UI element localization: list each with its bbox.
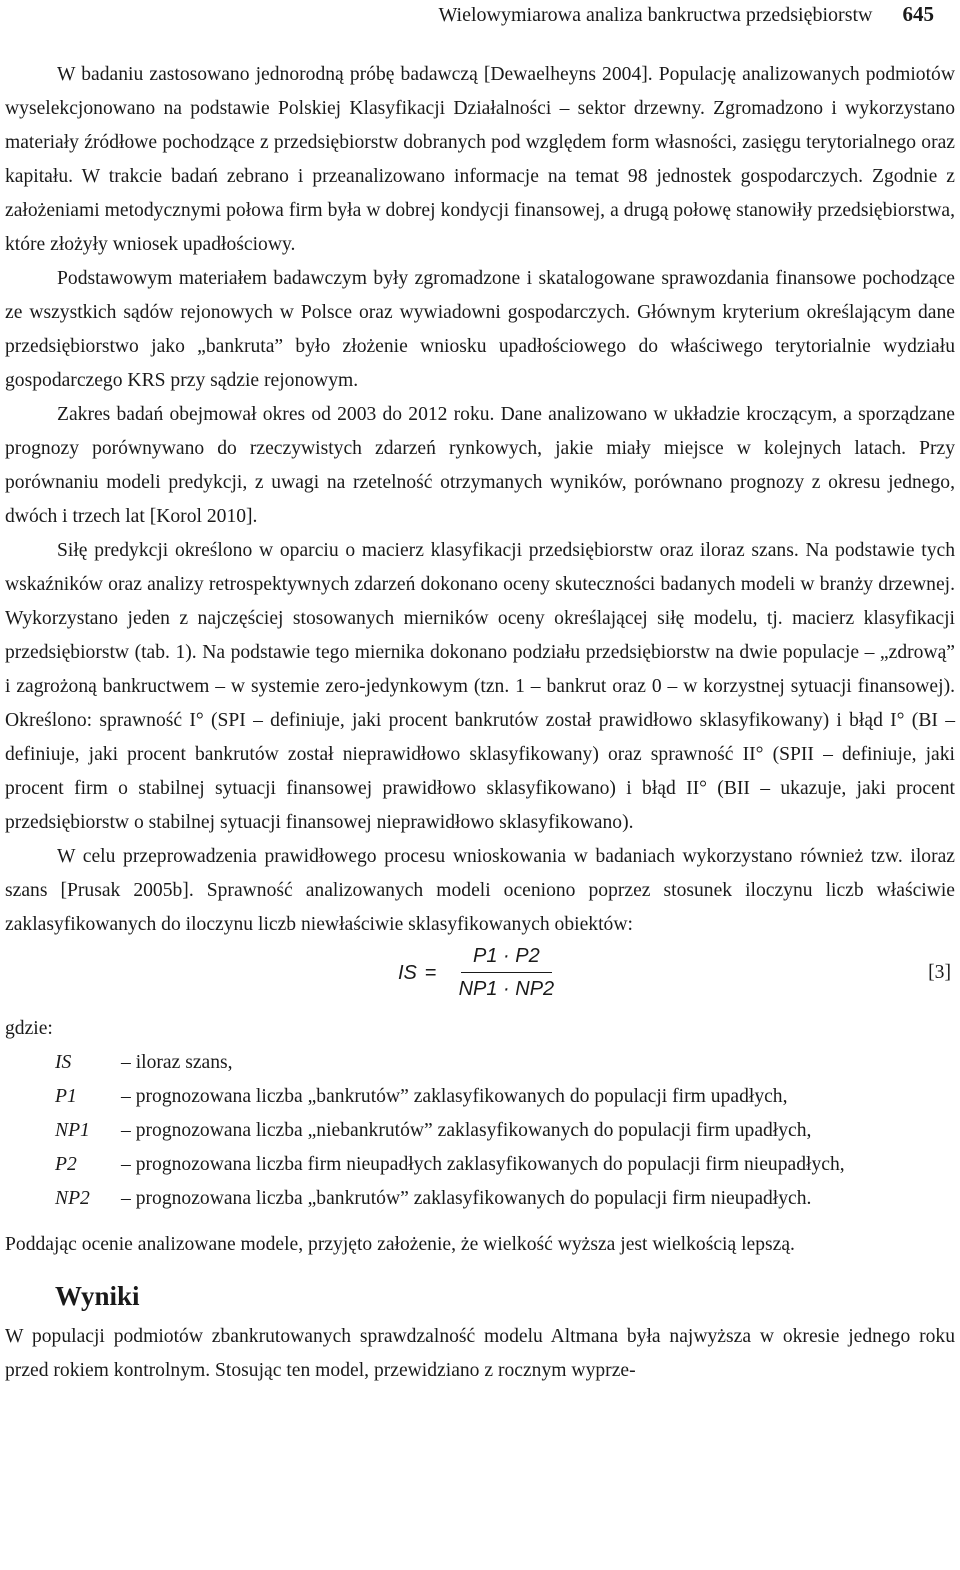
definition-item: [5, 1080, 955, 1114]
definition-text: – prognozowana liczba „niebankrutów” zaklasyfikowanych do populacji firm upadłych,: [121, 1120, 812, 1141]
results-paragraph: W populacji podmiotów zbankrutowanych sprawdzalność modelu Altmana była najwyższa w okresie jednego roku przed rokiem kontrolnym. Stosując ten model, przewidziano z rocznym wyprze-: [5, 1326, 955, 1381]
paragraph-material: Podstawowym materiałem badawczym były zgromadzone i skatalogowane sprawozdania finansowe pochodzące ze wszystkich sądów rejonowych w Polsce oraz wywiadowni gospodarczych. Głównym kryterium określającym dane przedsiębiorstwo jako „bankruta” było złożenie wniosku upadłościowego do właściwego terytorialnie wydziału gospodarczego KRS przy sądzie rejonowym.: [5, 268, 955, 391]
odds-ratio-formula: [398, 942, 566, 1003]
formula-fraction: [447, 942, 567, 1003]
closing-sentence: Poddając ocenie analizowane modele, przyjęto założenie, że wielkość wyższa jest wielkością lepszą.: [5, 1234, 795, 1255]
section-heading: Wyniki: [55, 1281, 140, 1311]
paragraph-sample: W badaniu zastosowano jednorodną próbę badawczą [Dewaelheyns 2004]. Populację analizowanych podmiotów wyselekcjonowano na podstawie Polskiej Klasyfikacji Działalności – sektor drzewny. Zgromadzono i wykorzystano materiały źródłowe pochodzące z przedsiębiorstw dobranych pod względem form własności, zasięgu terytorialnego oraz kapitału. W trakcie badań zebrano i przeanalizowano informacje na temat 98 jednostek gospodarczych. Zgodnie z założeniami metodycznymi połowa firm była w dobrej kondycji finansowej, a drugą połowę stanowiły przedsiębiorstwa, które złożyły wniosek upadłościowy.: [5, 64, 955, 255]
definition-list: [5, 1046, 955, 1216]
definition-text: – prognozowana liczba „bankrutów” zaklasyfikowanych do populacji firm nieupadłych.: [121, 1188, 812, 1209]
formula-block: [5, 942, 955, 1012]
running-header: [0, 0, 960, 32]
definition-symbol: NP1: [55, 1120, 90, 1141]
paragraph-scope: Zakres badań obejmował okres od 2003 do 2012 roku. Dane analizowano w układzie kroczącym, a sporządzane prognozy porównywano do rzeczywistych zdarzeń rynkowych, jakie miały miejsce w kolejnych latach. Przy porównaniu modeli predykcji, z uwagi na rzetelność otrzymanych wyników, porównano prognozy z okresu jednego, dwóch i trzech lat [Korol 2010].: [5, 404, 955, 527]
page-number: 645: [902, 2, 934, 26]
definition-item: [5, 1114, 955, 1148]
definition-symbol: P1: [55, 1086, 77, 1107]
formula-denominator: NP1 · NP2: [458, 978, 555, 1000]
definition-text: – prognozowana liczba „bankrutów” zaklasyfikowanych do populacji firm upadłych,: [121, 1086, 788, 1107]
definition-item: [5, 1182, 955, 1216]
formula-numerator: P1 · P2: [461, 942, 552, 973]
definition-symbol: NP2: [55, 1188, 90, 1209]
formula-equals: =: [424, 961, 437, 984]
definition-symbol: P2: [55, 1154, 77, 1175]
where-label: gdzie:: [5, 1018, 53, 1039]
running-title: Wielowymiarowa analiza bankructwa przedsiębiorstw: [438, 4, 873, 26]
definition-item: [5, 1148, 955, 1182]
page-body: [5, 58, 955, 1388]
formula-reference: [3]: [928, 962, 951, 983]
formula-lhs: IS: [398, 961, 417, 984]
definition-text: – iloraz szans,: [121, 1052, 233, 1073]
definition-text: – prognozowana liczba firm nieupadłych zaklasyfikowanych do populacji firm nieupadłych,: [121, 1154, 845, 1175]
definition-symbol: IS: [55, 1052, 72, 1073]
paragraph-prediction: Siłę predykcji określono w oparciu o macierz klasyfikacji przedsiębiorstw oraz iloraz szans. Na podstawie tych wskaźników oraz analizy retrospektywnych zdarzeń dokonano oceny skuteczności badanych modeli w branży drzewnej. Wykorzystano jeden z najczęściej stosowanych mierników oceny określającej siłę modelu, tj. macierz klasyfikacji przedsiębiorstw (tab. 1). Na podstawie tego miernika dokonano podziału przedsiębiorstw na dwie populacje – „zdrową” i zagrożoną bankructwem – w systemie zero-jedynkowym (tzn. 1 – bankrut oraz 0 – w korzystnej sytuacji finansowej). Określono: sprawność I° (SPI – definiuje, jaki procent bankrutów został prawidłowo sklasyfikowany) i błąd I° (BI – definiuje, jaki procent bankrutów został nieprawidłowo sklasyfikowany) oraz sprawność II° (SPII – definiuje, jaki procent firm o stabilnej sytuacji finansowej prawidłowo sklasyfikowano) i błąd II° (BII – ukazuje, jaki procent przedsiębiorstw o stabilnej sytuacji finansowej nieprawidłowo sklasyfikowano).: [5, 540, 955, 833]
definition-item: [5, 1046, 955, 1080]
paragraph-odds-ratio: W celu przeprowadzenia prawidłowego procesu wnioskowania w badaniach wykorzystano również tzw. iloraz szans [Prusak 2005b]. Sprawność analizowanych modeli oceniono poprzez stosunek iloczynu liczb właściwie zaklasyfikowanych do iloczynu liczb niewłaściwie sklasyfikowanych obiektów:: [5, 846, 955, 935]
